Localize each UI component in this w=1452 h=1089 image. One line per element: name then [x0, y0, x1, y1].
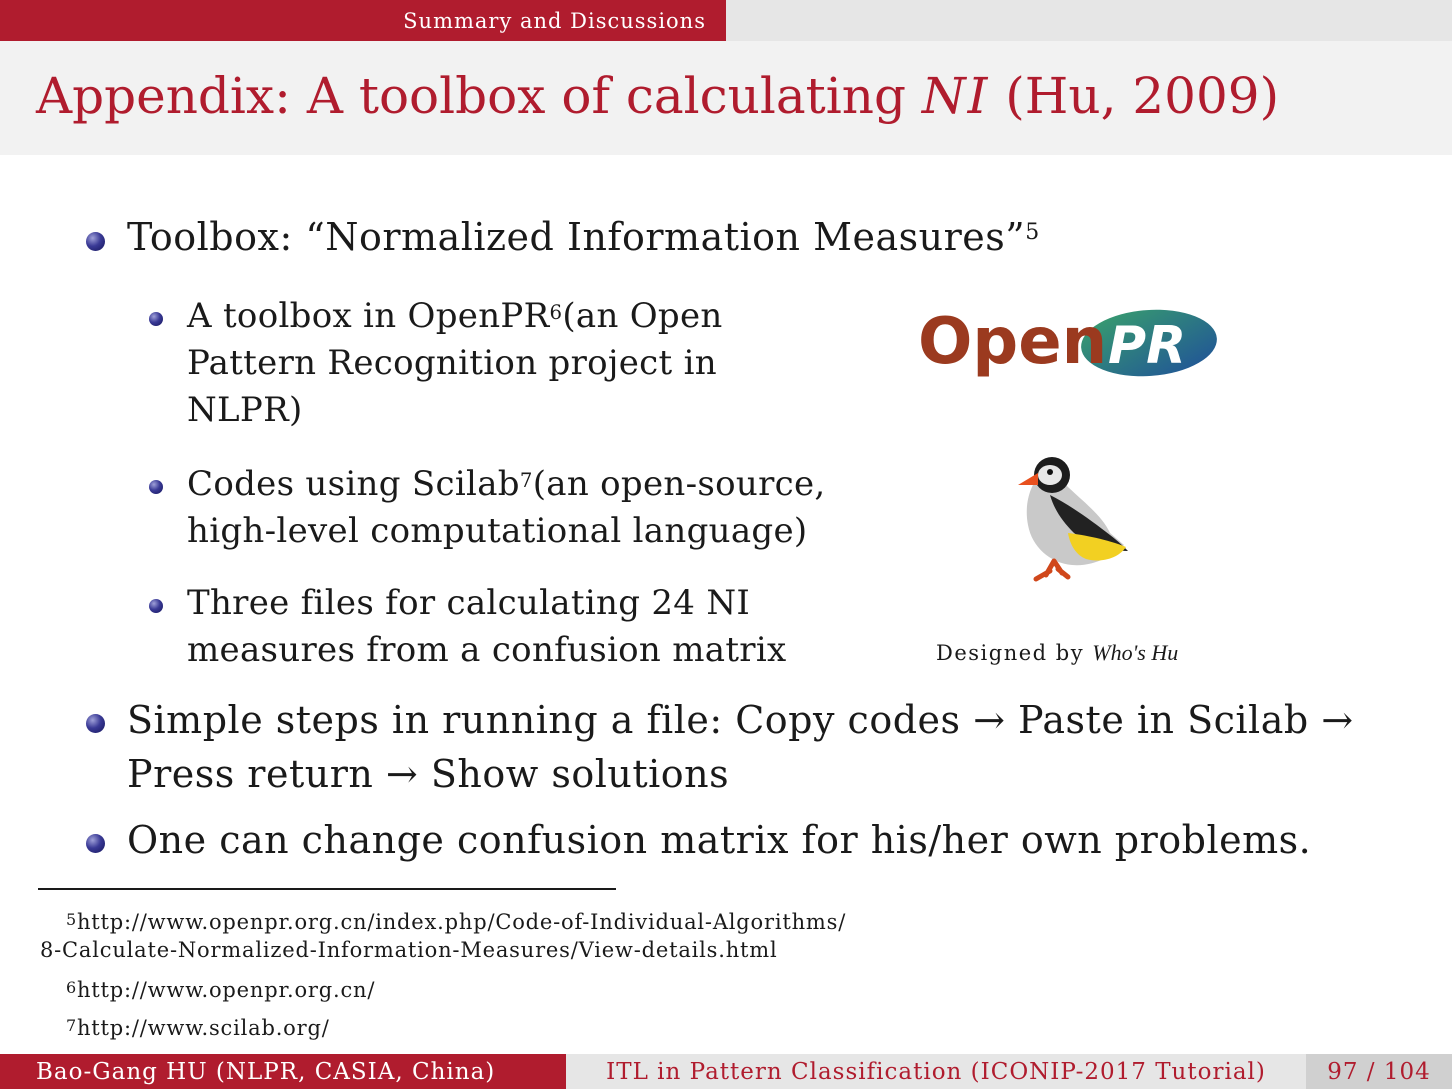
footnote-ref: 7: [519, 469, 533, 492]
footnote-7: [66, 1014, 330, 1042]
puffin-feet: [1036, 561, 1068, 579]
subbullet-openpr: [187, 293, 723, 434]
caption-label: Designed by: [936, 641, 1093, 665]
footnote-rule: [38, 888, 616, 890]
header-bar: [0, 0, 1452, 41]
subbullet-icon: [149, 599, 163, 613]
footnote-6: [66, 976, 375, 1004]
bullet-steps: [127, 693, 1354, 801]
bullet-change: One can change confusion matrix for his/her own problems.: [127, 818, 1312, 862]
subbullet-line: [187, 461, 826, 508]
footnote-link[interactable]: http://www.scilab.org/: [76, 1016, 330, 1040]
footer-author: Bao-Gang HU (NLPR, CASIA, China): [0, 1054, 566, 1089]
logo-pr-text: PR: [1108, 316, 1187, 376]
title-bar: [0, 41, 1452, 155]
footnote-ref: 6: [549, 301, 563, 324]
puffin-icon: [1010, 455, 1135, 585]
subbullet-text: (an open-source,: [532, 464, 826, 504]
title-math: NI: [921, 67, 990, 125]
subbullet-files: [187, 580, 787, 674]
bullet-toolbox-text: Toolbox: “Normalized Information Measures”: [127, 215, 1026, 259]
openpr-logo: [918, 303, 1223, 381]
subbullet-line: measures from a confusion matrix: [187, 630, 787, 670]
subbullet-line: high-level computational language): [187, 511, 808, 551]
footer-page-number: 97 / 104: [1306, 1054, 1452, 1089]
section-name: Summary and Discussions: [0, 0, 726, 41]
bullet-icon: [86, 834, 105, 853]
subbullet-line: NLPR): [187, 390, 303, 430]
footnote-number: 7: [66, 1016, 77, 1035]
subbullet-icon: [149, 480, 163, 494]
subbullet-text: Codes using Scilab: [187, 464, 520, 504]
footnote-link[interactable]: 8-Calculate-Normalized-Information-Measures/View-details.html: [40, 938, 778, 962]
subbullet-line: Pattern Recognition project in: [187, 343, 717, 383]
footnote-number: 5: [66, 910, 77, 929]
subbullet-text: A toolbox in OpenPR: [187, 296, 550, 336]
logo-open-text: Open: [918, 305, 1108, 379]
bullet-icon: [86, 232, 105, 251]
footnote-number: 6: [66, 978, 77, 997]
subbullet-line: Three files for calculating 24 NI: [187, 583, 751, 623]
footnote-ref: 5: [1025, 220, 1040, 245]
bullet-toolbox: [127, 210, 1040, 264]
footnote-line: [40, 908, 846, 936]
footnote-5: [40, 908, 846, 964]
subbullet-scilab: [187, 461, 826, 555]
footnote-link[interactable]: http://www.openpr.org.cn/: [76, 978, 376, 1002]
footer-bar: [0, 1054, 1452, 1089]
image-caption: [936, 640, 1178, 666]
title-suffix: (Hu, 2009): [989, 67, 1280, 125]
bullet-steps-line: Simple steps in running a file: Copy codes → Paste in Scilab →: [127, 698, 1354, 742]
title-prefix: Appendix: A toolbox of calculating: [36, 67, 922, 125]
subbullet-text: (an Open: [562, 296, 723, 336]
subbullet-line: [187, 293, 723, 340]
footnote-link[interactable]: http://www.openpr.org.cn/index.php/Code-of-Individual-Algorithms/: [76, 910, 847, 934]
footer-talk-title: ITL in Pattern Classification (ICONIP-2017 Tutorial): [566, 1054, 1306, 1089]
bullet-icon: [86, 714, 105, 733]
bullet-steps-line: Press return → Show solutions: [127, 752, 730, 796]
subbullet-icon: [149, 312, 163, 326]
slide-title: [36, 67, 1279, 125]
puffin-eye: [1047, 469, 1053, 475]
caption-signature: Who's Hu: [1092, 640, 1179, 665]
